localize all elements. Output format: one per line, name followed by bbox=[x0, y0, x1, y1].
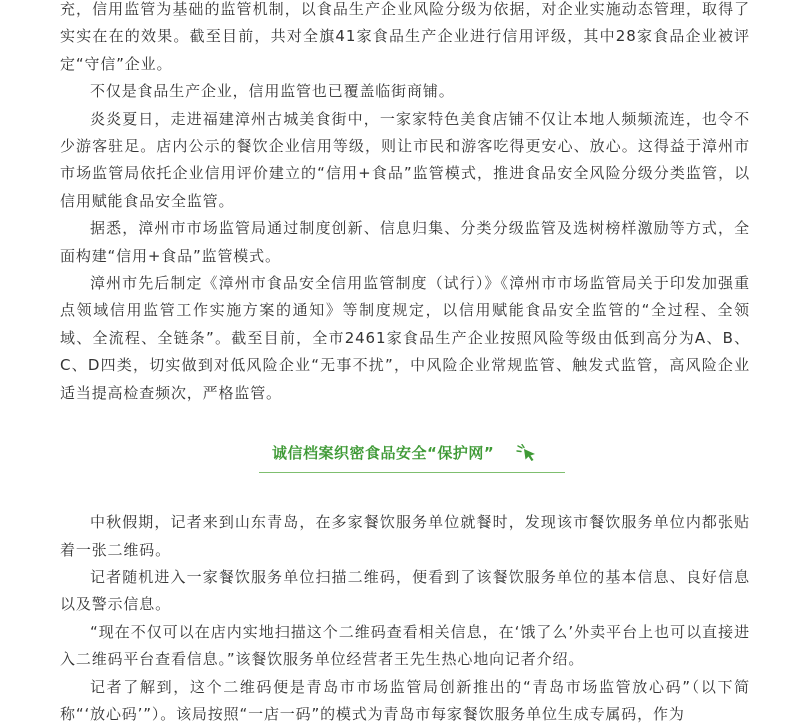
section-title: 诚信档案织密食品安全“保护网” bbox=[272, 444, 495, 463]
article-paragraph: “现在不仅可以在店内实地扫描这个二维码查看相关信息，在‘饿了么’外卖平台上也可以直接进入二维码平台查看信息。”该餐饮服务单位经营者王先生热心地向记者介绍。 bbox=[60, 622, 750, 669]
section-title-row bbox=[60, 442, 750, 463]
section-heading bbox=[60, 419, 750, 499]
article-top-section bbox=[60, 0, 750, 407]
article-paragraph: 漳州市先后制定《漳州市食品安全信用监管制度（试行）》《漳州市市场监管局关于印发加强重点领域信用监管工作实施方案的通知》等制度规定，以信用赋能食品安全监管的“全过程、全领域、全流程、全链条”。截至目前，全市2461家食品生产企业按照风险等级由低到高分为A、B、C、D四类，切实做到对低风险企业“无事不扰”，中风险企业常规监管、触发式监管，高风险企业适当提高检查频次，严格监管。 bbox=[60, 274, 750, 402]
article-paragraph: 充，信用监管为基础的监管机制，以食品生产企业风险分级为依据，对企业实施动态管理，取得了实实在在的效果。截至目前，共对全旗41家食品生产企业进行信用评级，其中28家食品企业被评定“守信”企业。 bbox=[60, 0, 750, 73]
section-divider bbox=[259, 472, 565, 473]
article-paragraph: 记者了解到，这个二维码便是青岛市市场监管局创新推出的“青岛市场监管放心码”（以下简称“‘放心码’”）。该局按照“一店一码”的模式为青岛市每家餐饮服务单位生成专属码，作为 bbox=[60, 677, 750, 723]
article-bottom-section bbox=[60, 509, 750, 728]
article-paragraph: 不仅是食品生产企业，信用监管也已覆盖临街商铺。 bbox=[90, 82, 455, 101]
article-paragraph: 炎炎夏日，走进福建漳州古城美食街中，一家家特色美食店铺不仅让本地人频频流连，也令不少游客驻足。店内公示的餐饮企业信用等级，则让市民和游客吃得更安心、放心。这得益于漳州市市场监管局依托企业信用评价建立的“信用+食品”监管模式，推进食品安全风险分级分类监管，以信用赋能食品安全监管。 bbox=[60, 109, 750, 210]
article-paragraph: 据悉，漳州市市场监管局通过制度创新、信息归集、分类分级监管及选树榜样激励等方式，全面构建“信用+食品”监管模式。 bbox=[60, 219, 750, 265]
article-paragraph: 中秋假期，记者来到山东青岛，在多家餐饮服务单位就餐时，发现该市餐饮服务单位内都张贴着一张二维码。 bbox=[60, 513, 750, 559]
article-body bbox=[60, 0, 750, 728]
cursor-click-icon bbox=[516, 444, 538, 462]
article-paragraph: 记者随机进入一家餐饮服务单位扫描二维码，便看到了该餐饮服务单位的基本信息、良好信息以及警示信息。 bbox=[60, 567, 750, 614]
